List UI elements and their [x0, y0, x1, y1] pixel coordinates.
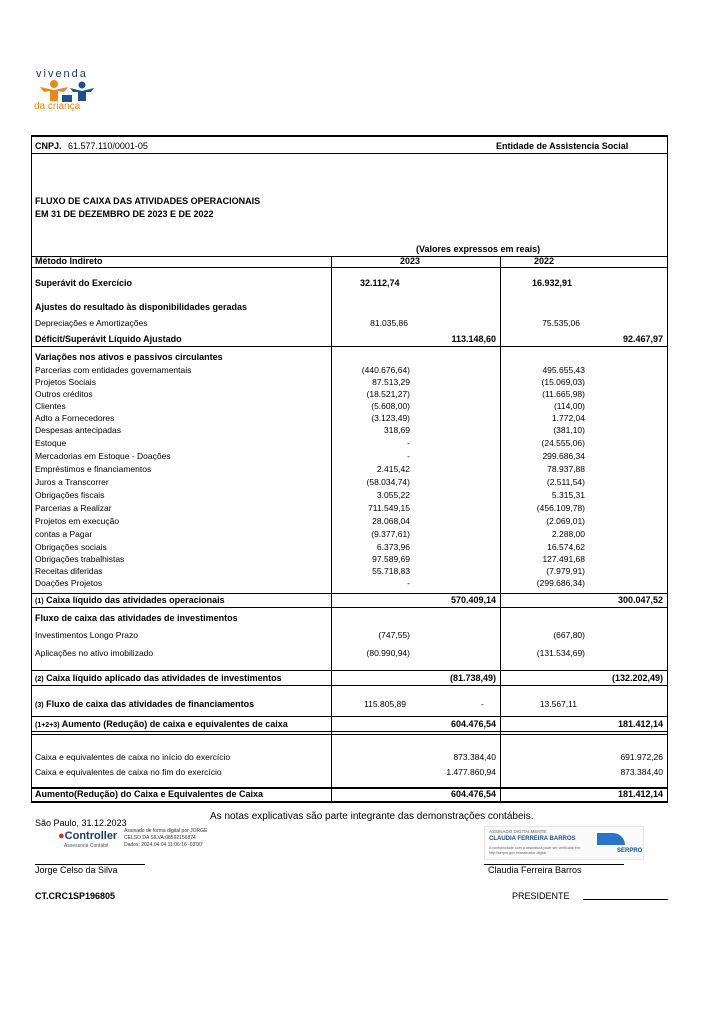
logo-text-top: vivenda — [36, 68, 88, 80]
variation-label: contas a Pagar — [35, 529, 93, 539]
variation-2022: 127.491,68 — [542, 554, 585, 564]
variation-2023: - — [407, 438, 410, 448]
cash-start-label: Caixa e equivalentes de caixa no início do exercício — [35, 752, 231, 762]
variation-row — [0, 578, 724, 590]
final-2022: 181.412,14 — [617, 789, 663, 799]
variation-row — [0, 389, 724, 401]
sig-left-name: Jorge Celso da Silva — [35, 865, 118, 875]
variation-2023: 3.055,22 — [376, 490, 410, 500]
variation-2022: (11.665,98) — [542, 389, 585, 399]
op-cash-row — [35, 595, 225, 605]
variation-2022: 5.315,31 — [551, 490, 585, 500]
invest-imob-label: Aplicações no ativo imobilizado — [35, 648, 154, 658]
variation-2023: 87.513,29 — [372, 377, 410, 387]
adjusted-label: Déficit/Superávit Líquido Ajustado — [35, 334, 182, 344]
increase-2023: 604.476,54 — [450, 719, 496, 729]
digital-signature-stamp: Assinado de forma digital por JORGE CELSO DA SILVA:08592156874 Dados: 2024.04.04 11:06:16 -03'00' — [124, 828, 208, 848]
controller-stamp — [58, 828, 208, 866]
variation-2022: 495.655,43 — [542, 365, 585, 375]
serpro-signature-box — [484, 826, 644, 860]
values-note: (Valores expressos em reais) — [416, 244, 541, 254]
variation-2023: (9.377,61) — [371, 529, 410, 539]
variation-row — [0, 554, 724, 566]
variation-label: Parcerias a Realizar — [35, 503, 112, 513]
variation-label: Obrigações fiscais — [35, 490, 105, 500]
logo-figures-icon — [38, 79, 102, 103]
variation-2022: (2.511,54) — [546, 477, 585, 487]
variation-2023: 97.589,69 — [372, 554, 410, 564]
variation-row — [0, 477, 724, 489]
variation-label: Estoque — [35, 438, 67, 448]
variations-title: Variações nos ativos e passivos circulantes — [35, 352, 223, 362]
variation-2022: (456.109,78) — [536, 503, 585, 513]
variation-2023: (18.521,27) — [366, 389, 410, 399]
op-cash-2023: 570.409,14 — [450, 595, 496, 605]
adjusted-2022: 92.467,97 — [622, 334, 663, 344]
adjust-title: Ajustes do resultado às disponibilidades geradas — [35, 302, 248, 312]
cnpj-label: CNPJ. — [35, 141, 62, 151]
variation-row — [0, 365, 724, 377]
adjusted-2023: 113.148,60 — [451, 334, 496, 344]
fin-dash: - — [481, 699, 484, 709]
controller-brand: ●Controller — [58, 830, 118, 842]
year-2023: 2023 — [400, 256, 421, 266]
final-label: Aumento(Redução) do Caixa e Equivalentes de Caixa — [35, 789, 264, 799]
serpro-logo-icon — [597, 833, 625, 845]
cash-end-2023: 1.477.860,94 — [446, 767, 496, 777]
cnpj-line — [35, 141, 148, 151]
increase-label: Aumento (Redução) de caixa e equivalentes de caixa — [61, 719, 288, 729]
invest-imob-2022: (131.534,69) — [536, 648, 585, 658]
logo — [34, 68, 106, 114]
variation-2022: (114,00) — [553, 401, 585, 411]
deprec-label: Depreciações e Amortizações — [35, 318, 148, 328]
variation-label: Parcerias com entidades governamentais — [35, 365, 192, 375]
variation-label: Clientes — [35, 401, 66, 411]
serpro-doc-note: A conformidade com a assinatura pode ser verificada em: http://serpro.gov.br/assinador-digital — [489, 846, 581, 855]
variation-2023: - — [407, 451, 410, 461]
variation-2023: 2.415,42 — [376, 464, 410, 474]
method-label: Método Indireto — [35, 256, 103, 266]
variation-label: Obrigações trabalhistas — [35, 554, 125, 564]
op-cash-2022: 300.047,52 — [617, 595, 663, 605]
variation-label: Despesas antecipadas — [35, 425, 122, 435]
superavit-2023: 32.112,74 — [360, 278, 400, 288]
controller-sub: Assessoria Contábil — [64, 843, 109, 849]
sig-right-name: Claudia Ferreira Barros — [488, 865, 582, 875]
sig-left-crc: CT.CRC1SP196805 — [35, 891, 116, 901]
inv-cash-row — [35, 673, 282, 683]
inv-cash-prefix: (2) — [35, 676, 44, 683]
cash-end-label: Caixa e equivalentes de caixa no fim do exercício — [35, 767, 222, 777]
variation-2022: 299.686,34 — [542, 451, 585, 461]
report-subtitle: EM 31 DE DEZEMBRO DE 2023 E DE 2022 — [35, 209, 214, 219]
variation-label: Projetos em execução — [35, 516, 120, 526]
controller-logo-icon: ● — [58, 830, 65, 842]
variation-label: Obrigações sociais — [35, 542, 107, 552]
op-cash-label: Caixa líquido das atividades operacionais — [46, 595, 225, 605]
variation-2022: 16.574,62 — [547, 542, 585, 552]
variation-2022: (2.069,01) — [546, 516, 585, 526]
fin-2022: 13.567,11 — [539, 699, 577, 709]
variation-row — [0, 464, 724, 476]
increase-row — [35, 719, 288, 729]
final-2023: 604.476,54 — [450, 789, 496, 799]
inv-cash-label: Caixa líquido aplicado das atividades de investimentos — [46, 673, 282, 683]
variation-2023: (5.608,00) — [371, 401, 410, 411]
variation-row — [0, 566, 724, 578]
variation-row — [0, 490, 724, 502]
variation-row — [0, 516, 724, 528]
cash-start-2022: 691.972,26 — [620, 752, 663, 762]
variation-label: Projetos Sociais — [35, 377, 96, 387]
invest-lt-label: Investimentos Longo Prazo — [35, 630, 139, 640]
variation-2023: 318,69 — [384, 425, 410, 435]
variation-row — [0, 529, 724, 541]
variation-row — [0, 542, 724, 554]
variation-label: Adto a Fornecedores — [35, 413, 115, 423]
variation-2023: - — [407, 578, 410, 588]
deprec-2022: 75.535,06 — [542, 318, 580, 328]
variation-2023: (440.676,64) — [361, 365, 410, 375]
logo-text-bottom: da criança — [34, 101, 81, 112]
invest-lt-2023: (747,55) — [378, 630, 410, 640]
variation-label: Doações Projetos — [35, 578, 103, 588]
footnote: As notas explicativas são parte integrante das demonstrações contábeis. — [210, 811, 534, 822]
variation-2022: 2.288,00 — [551, 529, 585, 539]
increase-prefix: (1+2+3) — [35, 722, 60, 729]
variation-label: Outros créditos — [35, 389, 93, 399]
variation-2022: 78.937,88 — [547, 464, 585, 474]
serpro-doc-name: CLAUDIA FERREIRA BARROS — [489, 836, 576, 842]
variation-row — [0, 413, 724, 425]
variation-2022: (381,10) — [553, 425, 585, 435]
variation-2023: 28.068,04 — [372, 516, 410, 526]
fin-prefix: (3) — [35, 702, 44, 709]
variation-row — [0, 503, 724, 515]
cash-start-2023: 873.384,40 — [453, 752, 496, 762]
invest-lt-2022: (667,80) — [553, 630, 585, 640]
invest-title: Fluxo de caixa das atividades de investimentos — [35, 613, 238, 623]
inv-cash-2022: (132.202,49) — [611, 673, 663, 683]
inv-cash-2023: (81.738,49) — [449, 673, 496, 683]
entity-type: Entidade de Assistencia Social — [496, 141, 629, 151]
cash-end-2022: 873.384,40 — [620, 767, 663, 777]
superavit-2022: 16.932,91 — [532, 278, 573, 288]
increase-2022: 181.412,14 — [617, 719, 663, 729]
deprec-2023: 81.035,86 — [370, 318, 408, 328]
variation-row — [0, 425, 724, 437]
variation-2022: (15.069,03) — [541, 377, 585, 387]
sig-right-role: PRESIDENTE — [512, 891, 570, 901]
invest-imob-2023: (80.990,94) — [366, 648, 410, 658]
serpro-brand: SERPRO — [617, 848, 643, 854]
variation-label: Mercadorias em Estoque - Doações — [35, 451, 171, 461]
variation-row — [0, 401, 724, 413]
variation-2023: (3.123,49) — [371, 413, 410, 423]
op-cash-prefix: (1) — [35, 598, 44, 605]
variation-2022: (299.686,34) — [536, 578, 585, 588]
variation-2023: (58.034,74) — [366, 477, 410, 487]
year-2022: 2022 — [534, 256, 555, 266]
variation-2022: 1.772,04 — [551, 413, 585, 423]
cnpj-value: 61.577.110/0001-05 — [68, 141, 148, 151]
variation-row — [0, 377, 724, 389]
variation-2023: 6.373,96 — [376, 542, 410, 552]
fin-row — [35, 699, 254, 709]
variation-label: Empréstimos e financiamentos — [35, 464, 152, 474]
fin-2023: 115.805,89 — [364, 699, 406, 709]
variation-row — [0, 451, 724, 463]
variation-label: Juros a Transcorrer — [35, 477, 109, 487]
variation-2023: 711.549,15 — [368, 503, 410, 513]
variation-2022: (24.555,06) — [541, 438, 585, 448]
report-title: FLUXO DE CAIXA DAS ATIVIDADES OPERACIONAIS — [35, 196, 261, 206]
variation-row — [0, 438, 724, 450]
variation-label: Receitas diferidas — [35, 566, 103, 576]
variation-2022: (7.979,91) — [546, 566, 585, 576]
variation-2023: 55.718,83 — [372, 566, 410, 576]
place-date: São Paulo, 31.12.2023 — [35, 818, 127, 828]
serpro-doc-label: ASSINADO DIGITALMENTE — [489, 829, 547, 834]
superavit-label: Superávit do Exercício — [35, 278, 133, 288]
fin-label: Fluxo de caixa das atividades de financiamentos — [46, 699, 255, 709]
